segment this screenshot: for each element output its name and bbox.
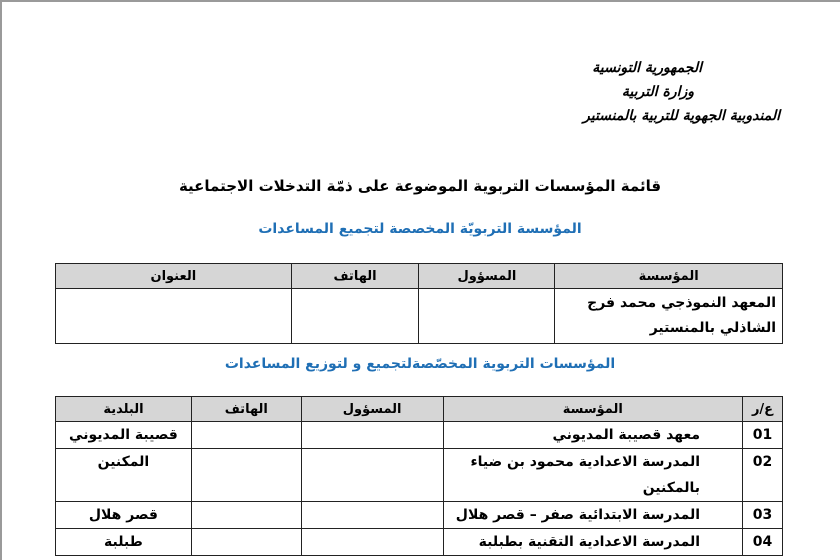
cell-institution: المدرسة الابتدائية صفر – قصر هلال — [443, 502, 743, 529]
table-header-row — [56, 264, 783, 289]
cell-serial: 01 — [743, 422, 783, 449]
table-row — [56, 289, 783, 344]
cell-institution: المدرسة الاعدادية محمود بن ضياء بالمكنين — [443, 449, 743, 502]
table-row — [56, 449, 783, 502]
letterhead-republic: الجمهورية التونسية — [592, 60, 702, 76]
distribution-institutions-table — [55, 396, 783, 556]
cell-municipality: قصيبة المديوني — [56, 422, 192, 449]
header-official: المسؤول — [301, 397, 443, 422]
cell-institution: معهد قصيبة المديوني — [443, 422, 743, 449]
letterhead-ministry: وزارة التربية — [621, 84, 694, 100]
table-header-row — [56, 397, 783, 422]
header-municipality: البلدية — [56, 397, 192, 422]
header-official: المسؤول — [419, 264, 555, 289]
cell-official — [419, 289, 555, 344]
header-serial: ع/ر — [743, 397, 783, 422]
cell-serial: 03 — [743, 502, 783, 529]
cell-phone — [191, 449, 301, 502]
letterhead-regional-office: المندوبية الجهوية للتربية بالمنستير — [583, 108, 780, 124]
cell-phone — [191, 422, 301, 449]
section1-title: المؤسسة التربويّة المخصصة لتجميع المساعدات — [258, 221, 582, 237]
cell-address — [56, 289, 292, 344]
cell-institution: المدرسة الاعدادية التقنية بطبلبة — [443, 529, 743, 556]
cell-phone — [191, 529, 301, 556]
header-institution: المؤسسة — [443, 397, 743, 422]
section2-title: المؤسسات التربوية المخصّصةلتجميع و لتوزيع المساعدات — [224, 356, 616, 372]
cell-serial: 02 — [743, 449, 783, 502]
cell-serial: 04 — [743, 529, 783, 556]
cell-institution: المعهد النموذجي محمد فرج الشاذلي بالمنستير — [555, 289, 783, 344]
cell-official — [301, 449, 443, 502]
page-top-border — [0, 0, 840, 2]
cell-official — [301, 529, 443, 556]
cell-official — [301, 422, 443, 449]
header-phone: الهاتف — [191, 397, 301, 422]
cell-phone — [191, 502, 301, 529]
cell-phone — [291, 289, 419, 344]
collection-institution-table — [55, 263, 783, 344]
table-row — [56, 422, 783, 449]
letterhead — [480, 56, 780, 128]
table-row — [56, 502, 783, 529]
header-institution: المؤسسة — [555, 264, 783, 289]
page-left-border — [0, 0, 2, 560]
cell-municipality: المكنين — [56, 449, 192, 502]
cell-official — [301, 502, 443, 529]
document-title: قائمة المؤسسات التربوية الموضوعة على ذمّة التدخلات الاجتماعية — [178, 177, 662, 195]
header-address: العنوان — [56, 264, 292, 289]
header-phone: الهاتف — [291, 264, 419, 289]
cell-municipality: طبلبة — [56, 529, 192, 556]
table-row — [56, 529, 783, 556]
cell-municipality: قصر هلال — [56, 502, 192, 529]
